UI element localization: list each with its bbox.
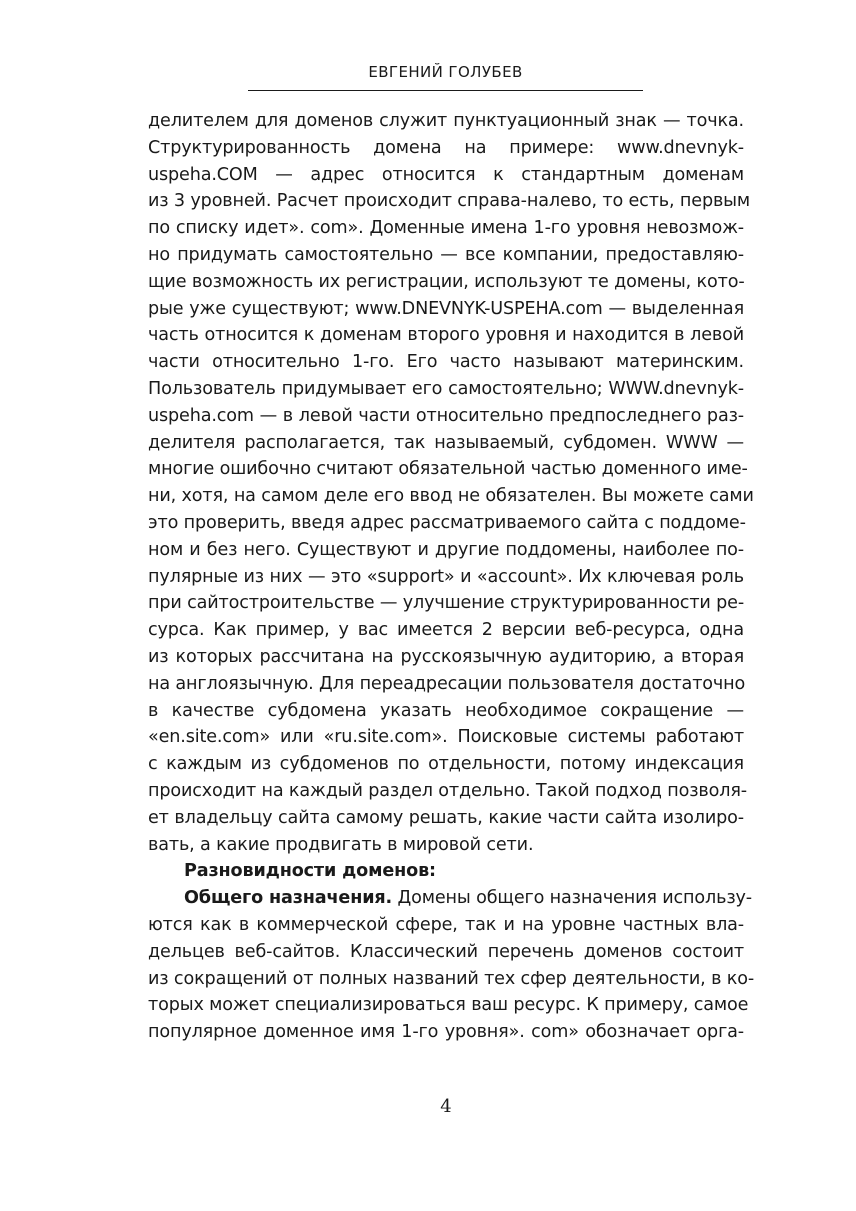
text-line: из которых рассчитана на русскоязычную аудиторию, а вторая — [148, 646, 744, 667]
text-line: но придумать самостоятельно — все компании, предоставляю- — [148, 244, 744, 265]
text-line: ет владельцу сайта самому решать, какие части сайта изолиро- — [148, 807, 744, 828]
text-line: делителем для доменов служит пунктуационный знак — точка. — [148, 111, 744, 131]
text-line: на англоязычную. Для переадресации пользователя достаточно — [148, 673, 746, 694]
text-line: ются как в коммерческой сфере, так и на уровне частных вла- — [148, 914, 744, 935]
text-line: из сокращений от полных названий тех сфер деятельности, в ко- — [148, 968, 755, 989]
text-line: это проверить, введя адрес рассматриваемого сайта с поддоме- — [148, 512, 746, 533]
text-line: части относительно 1-го. Его часто называют материнским. — [148, 352, 744, 373]
text-line — [148, 885, 753, 912]
text-line: uspeha.COM — адрес относится к стандартным доменам — [148, 164, 744, 185]
page-number: 4 — [440, 1096, 452, 1117]
text-fragment: Домены общего назначения использу- — [392, 888, 753, 909]
text-line: часть относится к доменам второго уровня и находится в левой — [148, 325, 744, 346]
text-line: сурса. Как пример, у вас имеется 2 версии веб-ресурса, одна — [148, 620, 744, 641]
section-heading: Разновидности доменов: — [184, 861, 436, 882]
text-line: происходит на каждый раздел отдельно. Такой подход позволя- — [148, 780, 747, 801]
text-line: из 3 уровней. Расчет происходит справа-налево, то есть, первым — [148, 191, 751, 212]
text-line: делителя располагается, так называемый, субдомен. WWW — — [148, 432, 744, 453]
text-line: торых может специализироваться ваш ресурс. К примеру, самое — [148, 995, 749, 1016]
text-line: ном и без него. Существуют и другие поддомены, наиболее по- — [148, 539, 744, 560]
text-line: пулярные из них — это «support» и «account». Их ключевая роль — [148, 566, 744, 587]
body-text — [148, 108, 755, 1046]
header-rule — [248, 90, 643, 91]
text-line: uspeha.com — в левой части относительно предпоследнего раз- — [148, 405, 744, 426]
text-line: рые уже существуют; www.DNEVNYK-USPEHA.com — выделенная — [148, 298, 744, 319]
text-line: с каждым из субдоменов по отдельности, потому индексация — [148, 754, 744, 775]
text-line: Пользователь придумывает его самостоятельно; WWW.dnevnyk- — [148, 378, 744, 399]
text-line: вать, а какие продвигать в мировой сети. — [148, 834, 534, 855]
text-line: ни, хотя, на самом деле его ввод не обязателен. Вы можете сами — [148, 486, 754, 507]
text-line: щие возможность их регистрации, используют те домены, кото- — [148, 271, 745, 292]
text-line: Структурированность домена на примере: www.dnevnyk- — [148, 137, 744, 158]
text-line: при сайтостроительстве — улучшение структурированности ре- — [148, 593, 745, 614]
text-line: «en.site.com» или «ru.site.com». Поисковые системы работают — [148, 727, 744, 748]
paragraph — [148, 108, 754, 858]
text-line: в качестве субдомена указать необходимое сокращение — — [148, 700, 744, 721]
term-lead: Общего назначения. — [184, 888, 393, 909]
running-header: ЕВГЕНИЙ ГОЛУБЕВ — [368, 63, 523, 81]
paragraph — [148, 885, 755, 1046]
text-line: многие ошибочно считают обязательной частью доменного име- — [148, 459, 748, 480]
text-line: по списку идет». com». Доменные имена 1-го уровня невозмож- — [148, 218, 744, 239]
text-line: дельцев веб-сайтов. Классический перечень доменов состоит — [148, 941, 744, 962]
text-line: популярное доменное имя 1-го уровня». com» обозначает орга- — [148, 1022, 744, 1043]
